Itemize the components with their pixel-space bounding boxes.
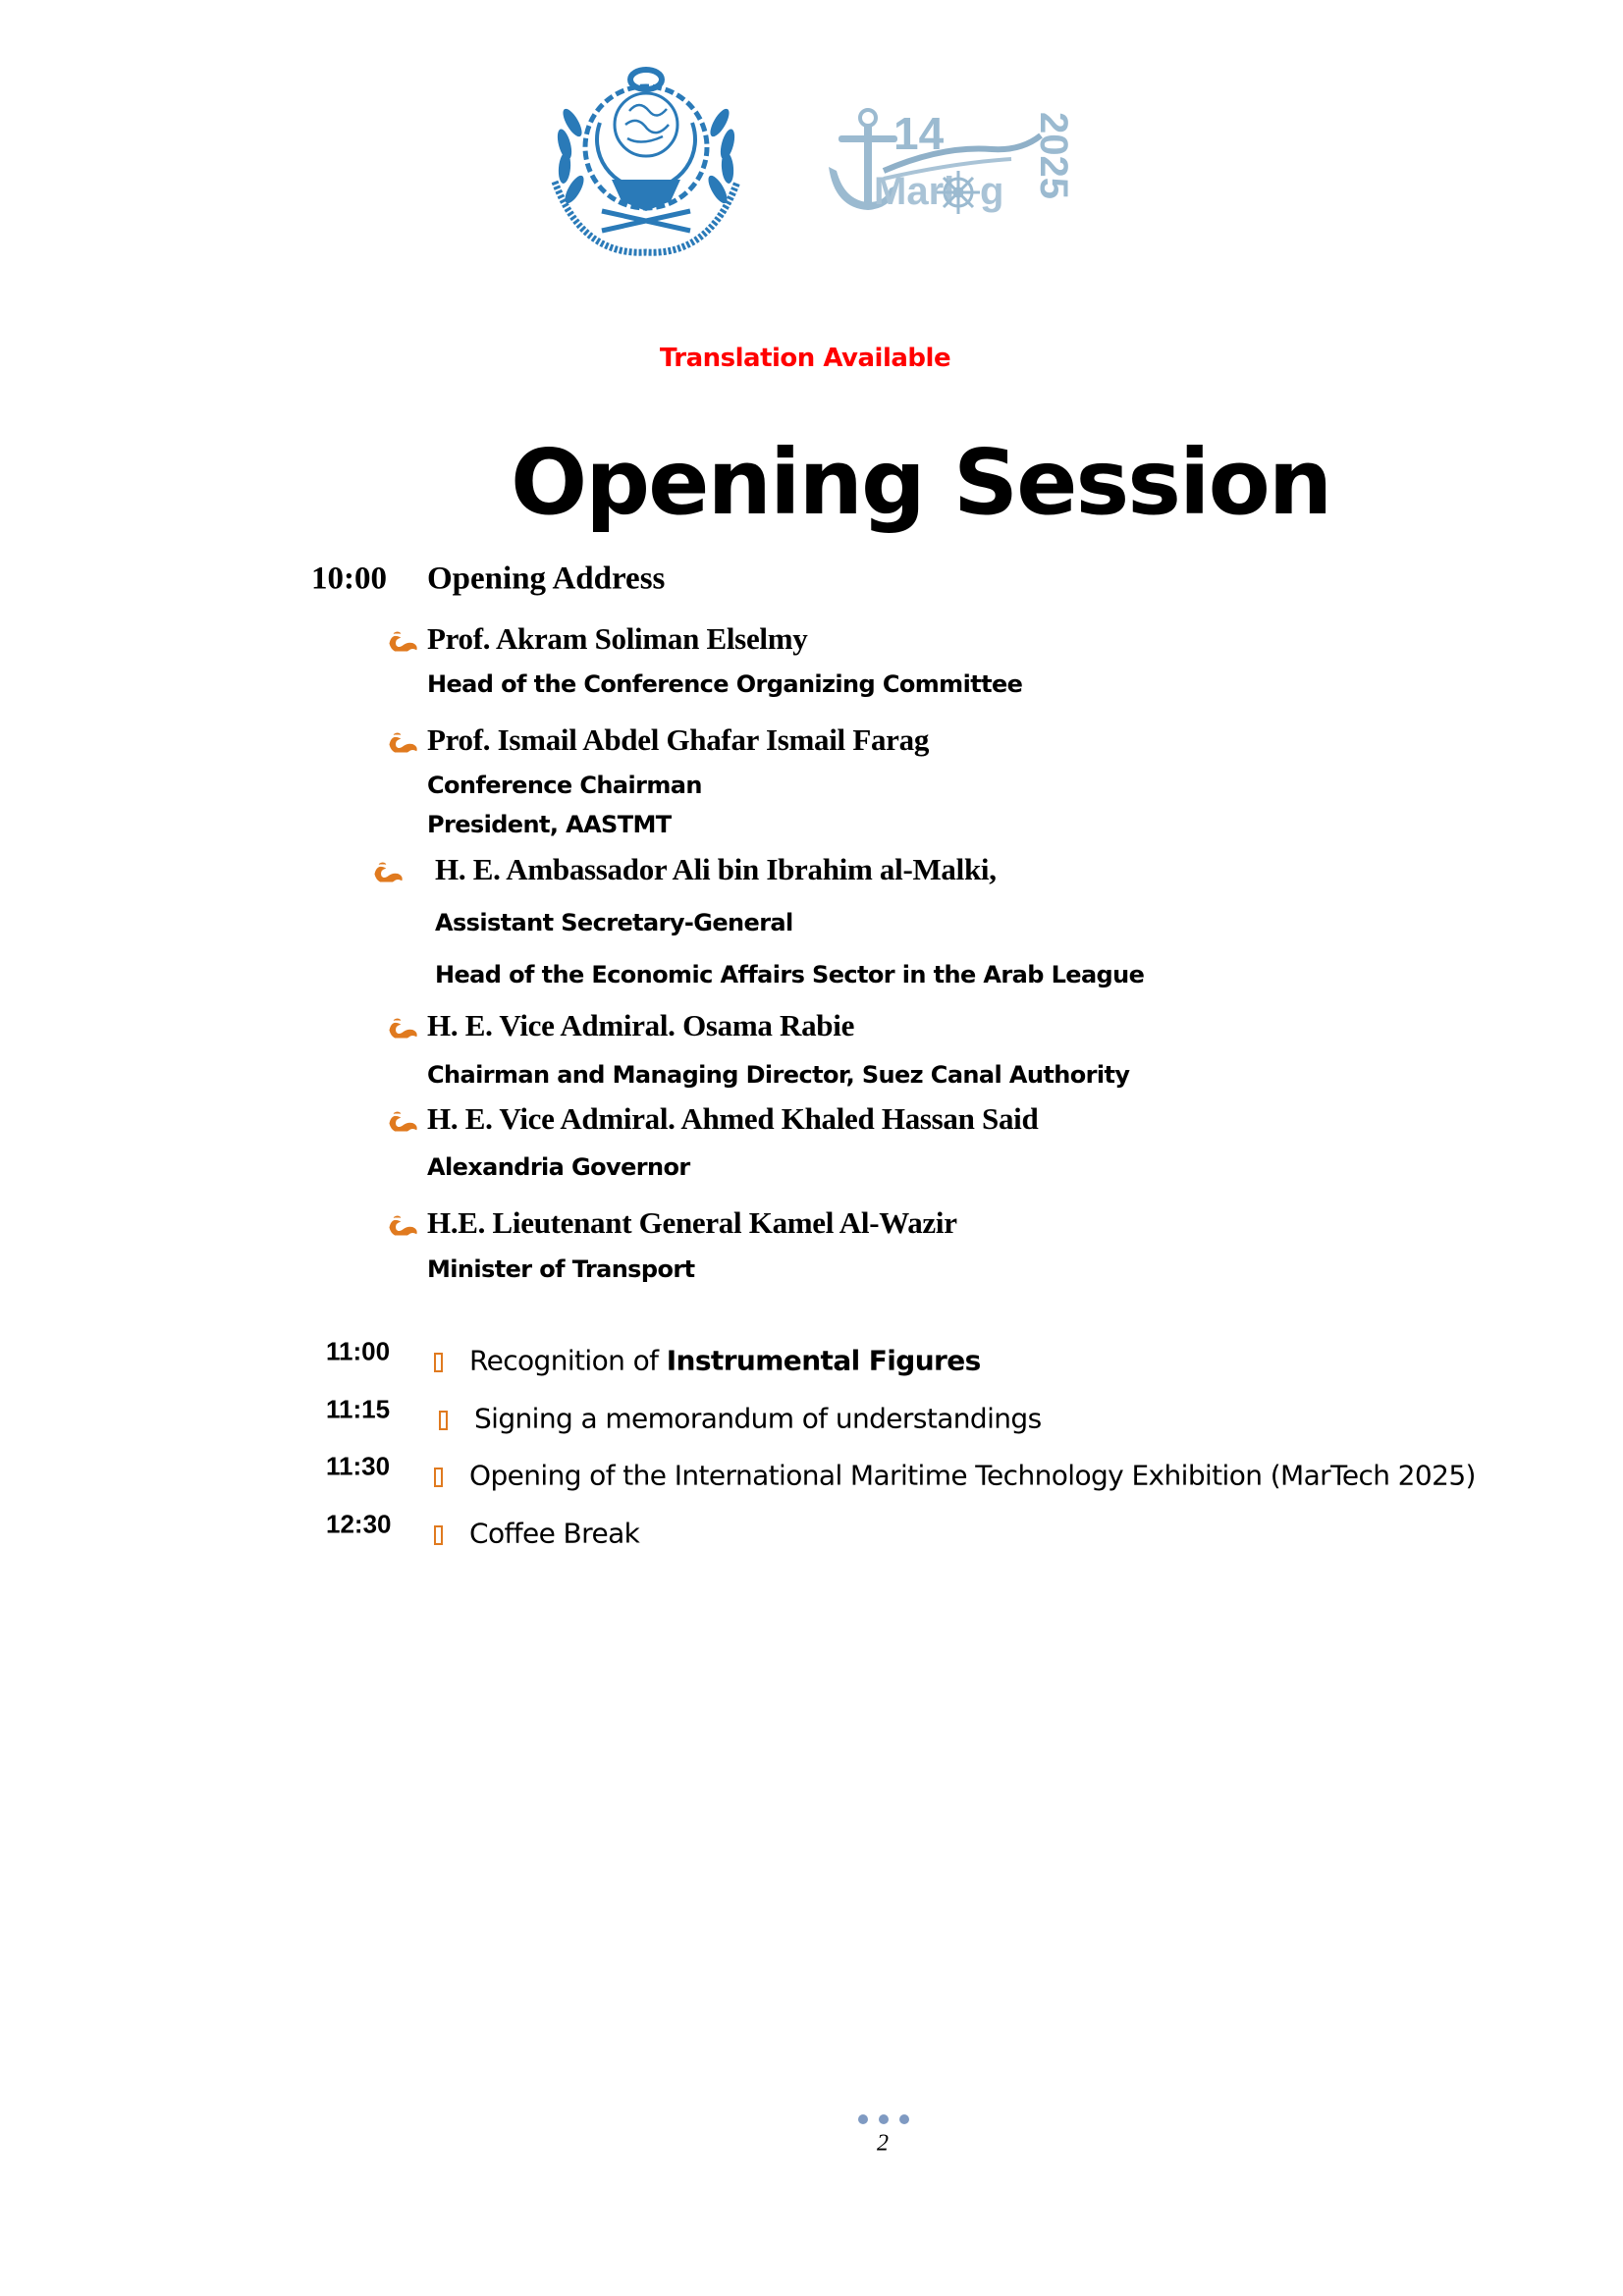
agenda-item-text: Signing a memorandum of understandings: [474, 1402, 1042, 1435]
speaker-name: H. E. Vice Admiral. Osama Rabie: [427, 1008, 855, 1042]
speaker-role: Minister of Transport: [427, 1255, 695, 1283]
svg-text:2025: 2025: [1032, 112, 1075, 199]
dot-icon: [858, 2114, 868, 2124]
speaker-role: Alexandria Governor: [427, 1153, 690, 1181]
speaker-role: President, AASTMT: [427, 811, 672, 838]
fleuron-icon: [386, 731, 419, 758]
speaker-role: Head of the Economic Affairs Sector in the Arab League: [435, 961, 1145, 988]
box-bullet-icon: [434, 1468, 443, 1487]
box-bullet-icon: [439, 1411, 448, 1430]
box-bullet-icon: [434, 1525, 443, 1545]
svg-text:Marl: Marl: [874, 170, 955, 213]
fleuron-icon: [386, 1017, 419, 1043]
box-bullet-icon: [434, 1353, 443, 1372]
dot-icon: [879, 2114, 889, 2124]
agenda-item: [474, 1403, 1042, 1435]
agenda-time: 11:15: [326, 1394, 391, 1424]
speaker-role: Conference Chairman: [427, 772, 702, 799]
fleuron-icon: [386, 1214, 419, 1241]
speaker-role: Assistant Secretary-General: [435, 909, 793, 936]
dot-icon: [899, 2114, 909, 2124]
fleuron-icon: [371, 861, 405, 887]
opening-address-heading: Opening Address: [427, 561, 666, 597]
agenda-time: 12:30: [326, 1509, 392, 1539]
page-title: Opening Session: [511, 430, 1331, 535]
agenda-item-text: Coffee Break: [469, 1517, 640, 1550]
aastmt-emblem-logo: [543, 64, 749, 258]
speaker-name: Prof. Ismail Abdel Ghafar Ismail Farag: [427, 722, 930, 757]
translation-notice: Translation Available: [659, 344, 951, 373]
agenda-item: [469, 1345, 981, 1377]
speaker-name: Prof. Akram Soliman Elselmy: [427, 621, 808, 656]
agenda-time: 11:00: [326, 1336, 391, 1366]
marlog-14-2025-logo: [825, 106, 1082, 226]
fleuron-icon: [386, 1110, 419, 1137]
svg-text:14: 14: [893, 108, 945, 159]
speaker-role: Head of the Conference Organizing Committee: [427, 670, 1023, 698]
agenda-item: [469, 1518, 639, 1550]
agenda-item: [469, 1460, 1476, 1492]
agenda-item-bold-text: Instrumental Figures: [666, 1344, 981, 1377]
speaker-name: H. E. Vice Admiral. Ahmed Khaled Hassan Said: [427, 1101, 1039, 1136]
page-dots-ornament: [858, 2114, 909, 2124]
opening-address-time: 10:00: [311, 561, 387, 597]
agenda-item-text: Opening of the International Maritime Technology Exhibition (MarTech 2025): [469, 1459, 1476, 1492]
page-number: 2: [877, 2130, 889, 2157]
svg-text:g: g: [980, 170, 1004, 213]
speaker-name: H.E. Lieutenant General Kamel Al-Wazir: [427, 1205, 957, 1240]
fleuron-icon: [386, 630, 419, 657]
agenda-item-text: Recognition of: [469, 1344, 667, 1377]
speaker-role: Chairman and Managing Director, Suez Canal Authority: [427, 1061, 1130, 1089]
speaker-name: H. E. Ambassador Ali bin Ibrahim al-Malki,: [435, 852, 997, 886]
agenda-time: 11:30: [326, 1451, 391, 1481]
